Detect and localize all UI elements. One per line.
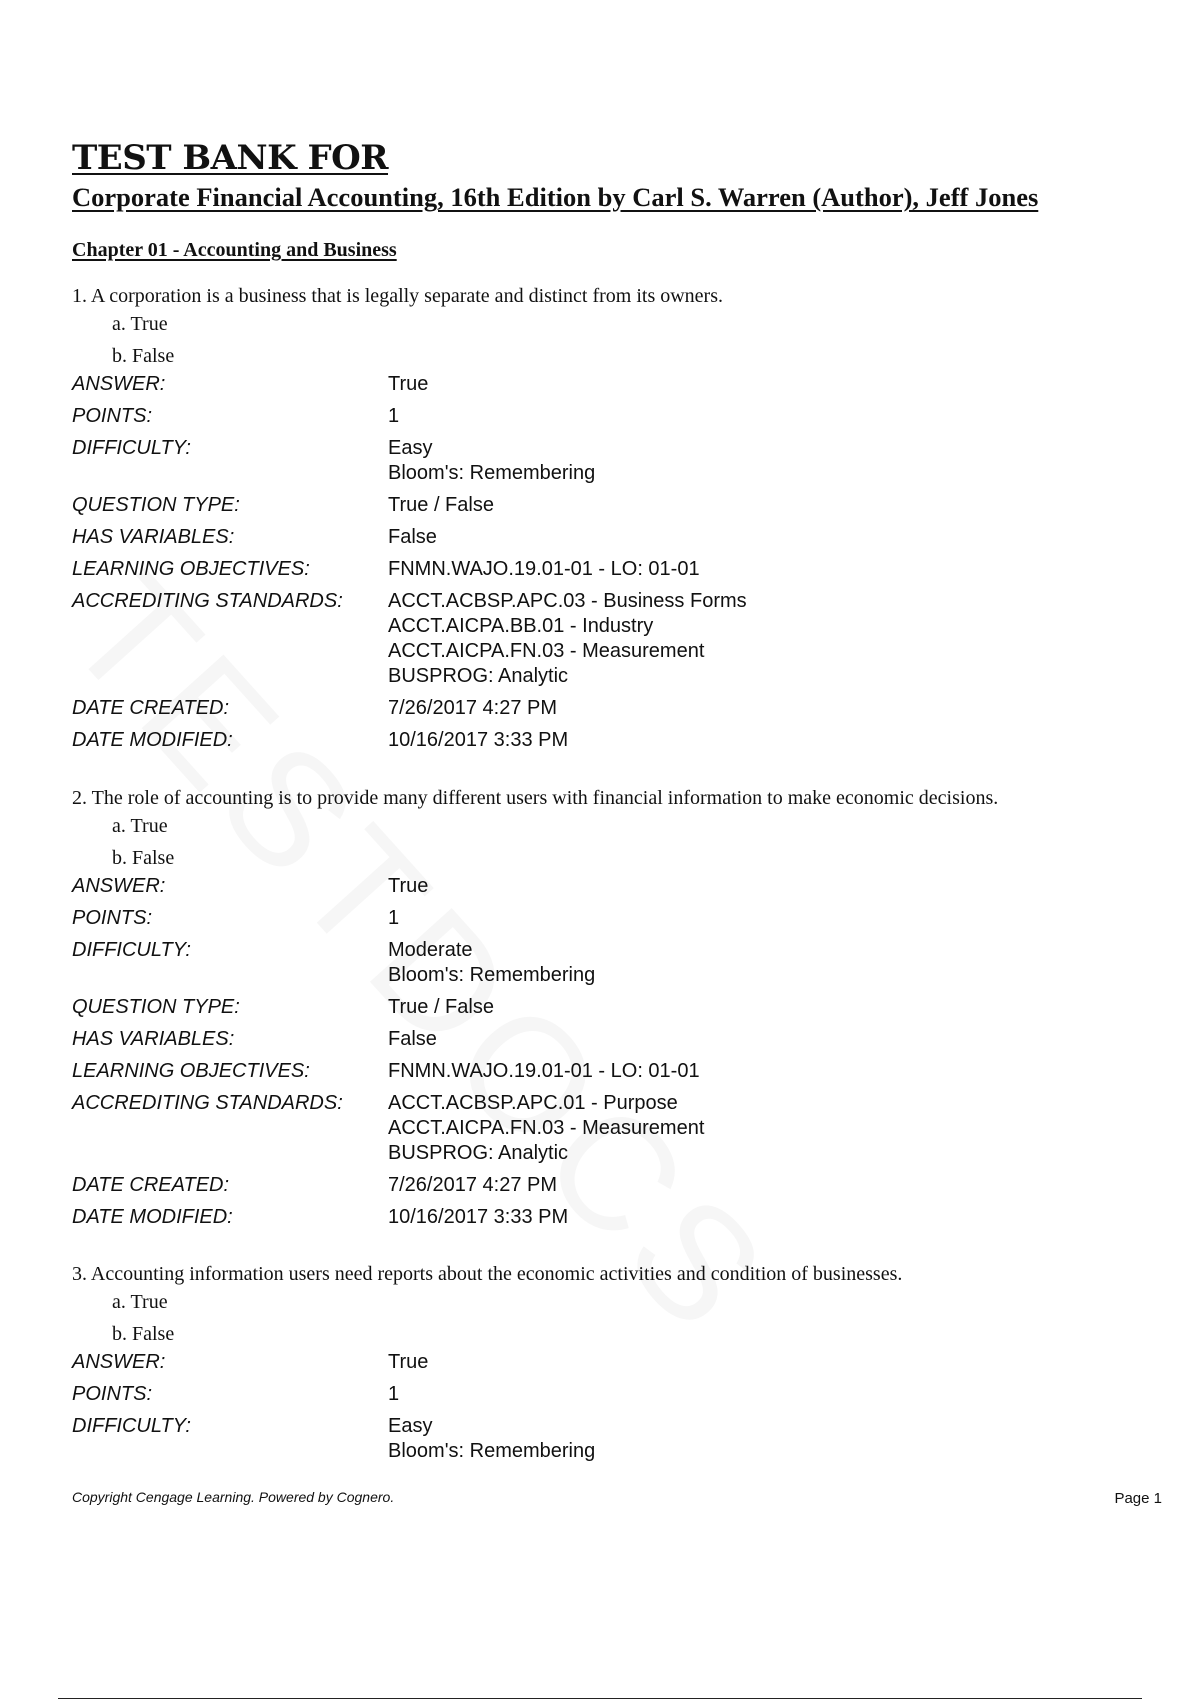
date-modified-value: 10/16/2017 3:33 PM: [388, 729, 569, 751]
standard-item: ACCT.AICPA.BB.01 - Industry: [388, 615, 654, 637]
question-text: 1. A corporation is a business that is legally separate and distinct from its owners.: [72, 285, 723, 307]
learning-objectives-value: FNMN.WAJO.19.01-01 - LO: 01-01: [388, 1060, 700, 1082]
page-number: Page 1: [1114, 1490, 1162, 1507]
difficulty-label: DIFFICULTY:: [72, 437, 191, 459]
accrediting-standards-value: [386, 589, 1162, 689]
points-label: POINTS:: [72, 907, 153, 929]
bloom-level: Bloom's: Remembering: [388, 462, 596, 484]
page-title: TEST BANK FOR: [72, 138, 389, 178]
date-created-label: DATE CREATED:: [72, 697, 230, 719]
accrediting-standards-label: ACCREDITING STANDARDS:: [72, 1092, 343, 1114]
has-variables-value: False: [388, 1028, 437, 1050]
learning-objectives-label: LEARNING OBJECTIVES:: [72, 558, 310, 580]
has-variables-value: False: [388, 526, 437, 548]
standard-item: ACCT.ACBSP.APC.01 - Purpose: [388, 1092, 678, 1114]
option-true: a. True: [112, 815, 168, 837]
option-true: a. True: [112, 1291, 168, 1313]
standard-item: BUSPROG: Analytic: [388, 1142, 569, 1164]
points-value: 1: [388, 405, 400, 427]
question-type-value: True / False: [388, 494, 494, 516]
option-false: b. False: [112, 847, 175, 869]
question-2: [72, 786, 1162, 1237]
answer-label: ANSWER:: [72, 1351, 166, 1373]
option-false: b. False: [112, 345, 175, 367]
answer-value: True: [388, 1351, 429, 1373]
option-false: b. False: [112, 1323, 175, 1345]
points-value: 1: [388, 1383, 400, 1405]
answer-label: ANSWER:: [72, 875, 166, 897]
question-1: [72, 284, 1162, 760]
bloom-level: Bloom's: Remembering: [388, 964, 596, 986]
standard-item: BUSPROG: Analytic: [388, 665, 569, 687]
difficulty-value: [386, 938, 1162, 988]
date-created-value: 7/26/2017 4:27 PM: [388, 697, 558, 719]
answer-label: ANSWER:: [72, 373, 166, 395]
points-label: POINTS:: [72, 1383, 153, 1405]
question-text: 2. The role of accounting is to provide many different users with financial information to make economic decisions.: [72, 787, 999, 809]
points-value: 1: [388, 907, 400, 929]
book-subtitle: Corporate Financial Accounting, 16th Edition by Carl S. Warren (Author), Jeff Jones: [72, 182, 1039, 212]
difficulty-value: [386, 436, 1162, 486]
points-label: POINTS:: [72, 405, 153, 427]
question-metadata: [72, 874, 1162, 1237]
has-variables-label: HAS VARIABLES:: [72, 526, 235, 548]
has-variables-label: HAS VARIABLES:: [72, 1028, 235, 1050]
question-metadata: [72, 1350, 1162, 1471]
date-created-label: DATE CREATED:: [72, 1174, 230, 1196]
answer-value: True: [388, 373, 429, 395]
date-modified-label: DATE MODIFIED:: [72, 1206, 233, 1228]
learning-objectives-value: FNMN.WAJO.19.01-01 - LO: 01-01: [388, 558, 700, 580]
learning-objectives-label: LEARNING OBJECTIVES:: [72, 1060, 310, 1082]
bloom-level: Bloom's: Remembering: [388, 1440, 596, 1462]
question-type-label: QUESTION TYPE:: [72, 996, 240, 1018]
difficulty-label: DIFFICULTY:: [72, 1415, 191, 1437]
date-created-value: 7/26/2017 4:27 PM: [388, 1174, 558, 1196]
answer-value: True: [388, 875, 429, 897]
date-modified-label: DATE MODIFIED:: [72, 729, 233, 751]
question-metadata: [72, 372, 1162, 760]
date-modified-value: 10/16/2017 3:33 PM: [388, 1206, 569, 1228]
question-3: [72, 1262, 1162, 1471]
accrediting-standards-value: [386, 1091, 1162, 1166]
accrediting-standards-label: ACCREDITING STANDARDS:: [72, 590, 343, 612]
bottom-divider: [58, 1698, 1142, 1699]
question-text: 3. Accounting information users need reports about the economic activities and condition of businesses.: [72, 1263, 903, 1285]
difficulty-level: Moderate: [388, 939, 473, 961]
standard-item: ACCT.AICPA.FN.03 - Measurement: [388, 640, 705, 662]
question-type-label: QUESTION TYPE:: [72, 494, 240, 516]
chapter-heading: Chapter 01 - Accounting and Business: [72, 239, 397, 261]
option-true: a. True: [112, 313, 168, 335]
standard-item: ACCT.AICPA.FN.03 - Measurement: [388, 1117, 705, 1139]
question-type-value: True / False: [388, 996, 494, 1018]
difficulty-level: Easy: [388, 437, 433, 459]
footer-copyright: Copyright Cengage Learning. Powered by Cognero.: [72, 1489, 395, 1505]
standard-item: ACCT.ACBSP.APC.03 - Business Forms: [388, 590, 747, 612]
difficulty-value: [386, 1414, 1162, 1464]
difficulty-label: DIFFICULTY:: [72, 939, 191, 961]
difficulty-level: Easy: [388, 1415, 433, 1437]
